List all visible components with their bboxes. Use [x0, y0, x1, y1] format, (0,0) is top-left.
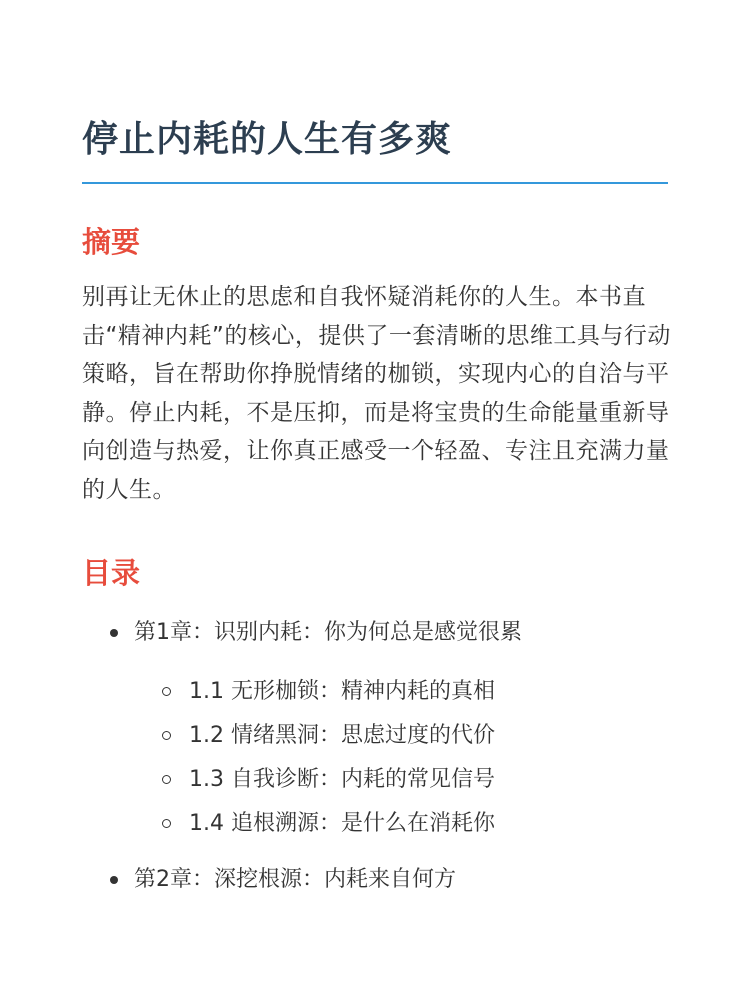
page-title: 停止内耗的人生有多爽	[82, 119, 453, 160]
title-divider	[82, 182, 668, 184]
bullet-circle-icon	[162, 819, 171, 828]
chapter-title: 第1章：识别内耗：你为何总是感觉很累	[134, 620, 522, 645]
section-title: 1.2 情绪黑洞：思虑过度的代价	[189, 723, 495, 748]
section-title: 1.3 自我诊断：内耗的常见信号	[189, 767, 495, 792]
chapter-sections	[134, 670, 668, 846]
chapter-title: 第2章：深挖根源：内耗来自何方	[134, 867, 456, 892]
bullet-circle-icon	[162, 731, 171, 740]
abstract-text: 别再让无休止的思虑和自我怀疑消耗你的人生。本书直击“精神内耗”的核心，提供了一套清晰的思维工具与行动策略，旨在帮助你挣脱情绪的枷锁，实现内心的自洽与平静。停止内耗，不是压抑，而是将宝贵的生命能量重新导向创造与热爱，让你真正感受一个轻盈、专注且充满力量的人生。	[82, 284, 671, 503]
bullet-dot-icon	[110, 876, 118, 884]
toc-section	[134, 758, 668, 802]
bullet-circle-icon	[162, 687, 171, 696]
section-title: 1.4 追根溯源：是什么在消耗你	[189, 811, 495, 836]
toc-chapter	[82, 611, 668, 846]
bullet-circle-icon	[162, 775, 171, 784]
abstract-heading: 摘要	[82, 225, 141, 259]
table-of-contents	[82, 611, 668, 902]
toc-heading: 目录	[82, 556, 141, 590]
section-title: 1.1 无形枷锁：精神内耗的真相	[189, 679, 495, 704]
toc-section	[134, 714, 668, 758]
bullet-dot-icon	[110, 629, 118, 637]
toc-section	[134, 802, 668, 846]
toc-chapter	[82, 858, 668, 902]
toc-section	[134, 670, 668, 714]
